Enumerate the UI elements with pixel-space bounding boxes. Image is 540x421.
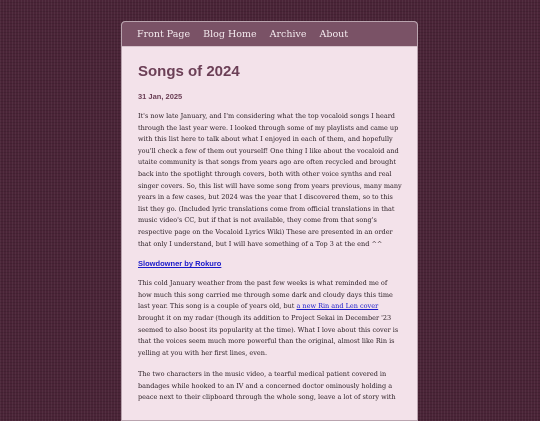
page-container (121, 21, 418, 421)
paragraph-text: This cold January weather from the past few weeks is what reminded me of how much this song carried me through some dark and cloudy days this time last year. This song is a couple of years old, but (138, 279, 393, 311)
nav-archive[interactable]: Archive (269, 28, 307, 40)
song-paragraph (138, 278, 402, 359)
paragraph-text: brought it on my radar (though its addition to Project Sekai in December '23 seemed to also boost its popularity at the time). What I love about this cover is that the voices seem much more powerful than the original, almost like Rin is yelling at you with her first lines, even. (138, 313, 399, 357)
nav-front-page[interactable]: Front Page (137, 28, 191, 40)
video-paragraph: The two characters in the music video, a tearful medical patient covered in bandages while hooked to an IV and a concerned doctor ominously holding a peace next to their clipboard through the whole song, leave a lot of story with (138, 370, 396, 402)
post-content (122, 47, 417, 404)
song-link-slowdowner[interactable]: Slowdowner by Rokuro (138, 259, 222, 269)
nav-blog-home[interactable]: Blog Home (203, 28, 257, 40)
post-title: Songs of 2024 (138, 63, 240, 80)
nav-about[interactable]: About (319, 28, 349, 40)
post-date: 31 Jan, 2025 (138, 92, 183, 101)
intro-paragraph: It's now late January, and I'm considering what the top vocaloid songs I heard through the last year were. I looked through some of my playlists and came up with this list here to talk about what I enjoyed in each of them, and hopefully you'll check a few of them out yourself! One thing I like about the vocaloid and utaite community is that songs from years ago are often recycled and brought back into the spotlight through covers, both with other voice synths and real singer covers. So, this list will have some song from years previous, many many years in a few cases, but 2024 was the year that I discovered them, so to this list they go. (Included lyric translations come from official translations in that music video's CC, but if that is not available, they come from that song's respective page on the Vocaloid Lyrics Wiki) These are presented in an order that only I understand, but I will have something of a Top 3 at the end ^^ (138, 112, 402, 248)
top-nav (122, 22, 417, 47)
rin-len-cover-link[interactable]: a new Rin and Len cover (296, 302, 379, 311)
